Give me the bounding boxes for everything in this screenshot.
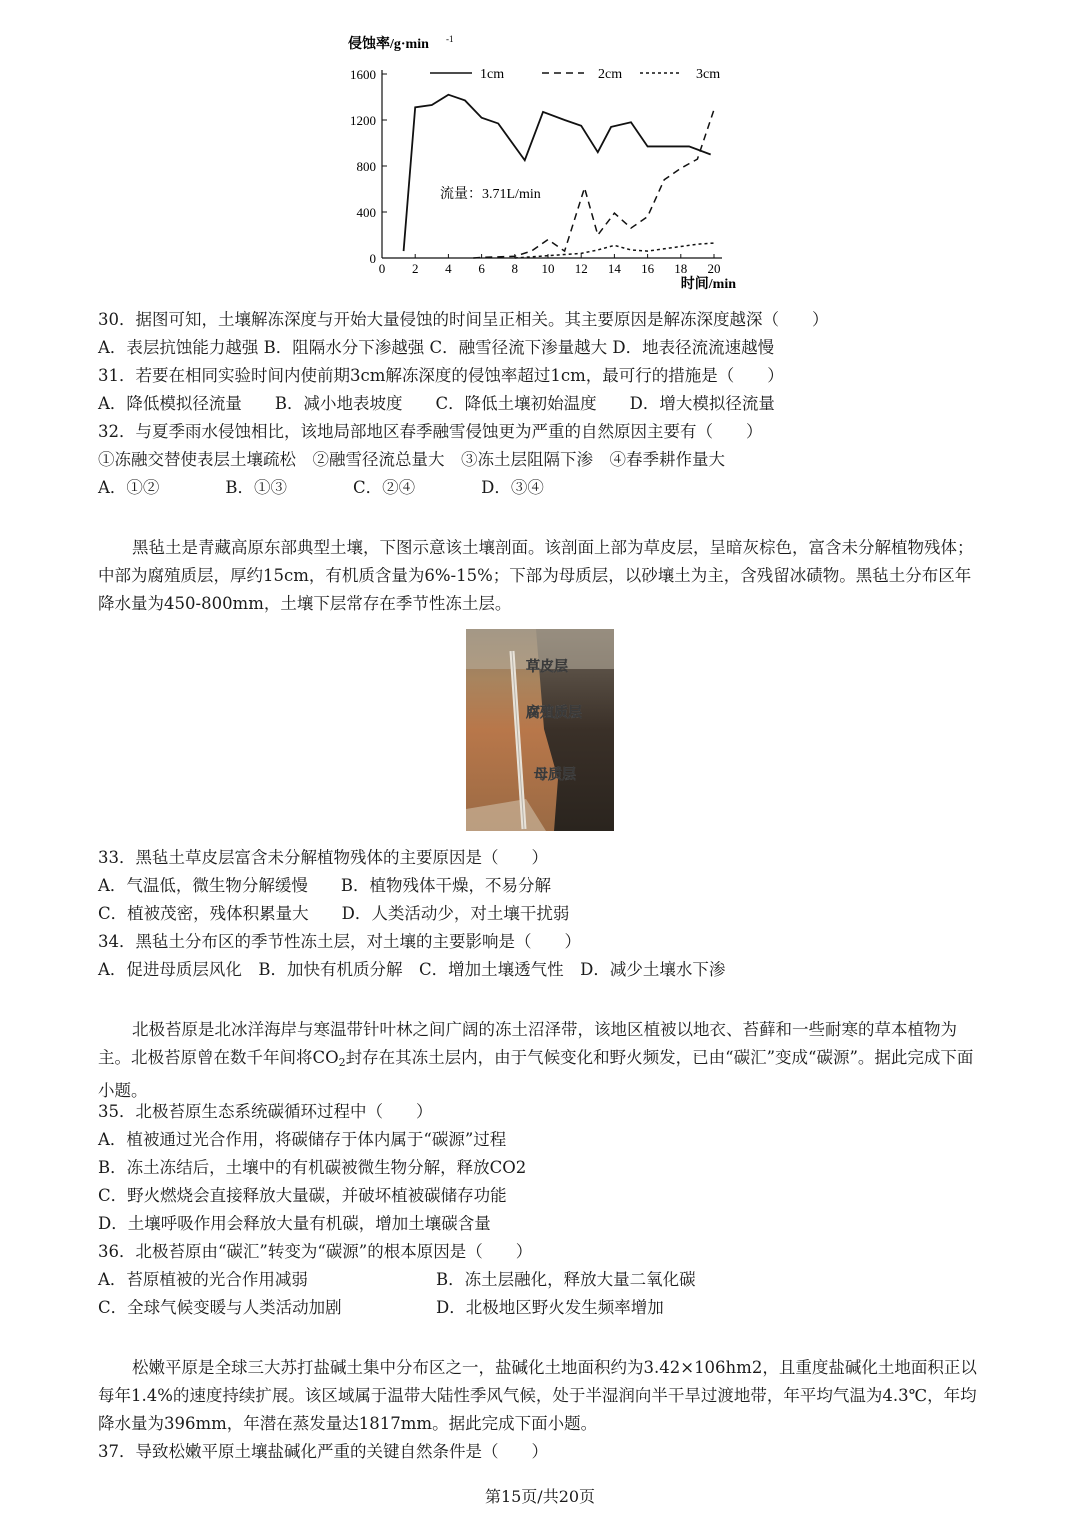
series-line-1cm <box>404 95 711 251</box>
x-tick-label: 20 <box>707 261 721 276</box>
x-tick-label: 10 <box>541 261 555 276</box>
y-axis-label: 侵蚀率/g·min <box>348 37 429 52</box>
x-tick-label: 4 <box>445 261 452 276</box>
q33-stem: 33．黑毡土草皮层富含未分解植物残体的主要原因是（ ） <box>98 848 548 867</box>
co2-subscript: 2 <box>338 1056 346 1069</box>
x-tick-label: 14 <box>607 261 621 276</box>
y-tick-label: 1600 <box>350 67 376 82</box>
passage3-text-before: 北极苔原是北冰洋海岸与寒温带针叶林之间广阔的冻土沼泽带，该地区植被以地衣、苔藓和一些耐寒的草本植物为主。北极苔原曾在数千年间将CO <box>98 1020 957 1067</box>
label-turf-layer: 草皮层 <box>526 658 568 674</box>
x-tick-label: 18 <box>674 261 688 276</box>
passage-arctic-tundra <box>98 1016 978 1105</box>
q34-stem: 34．黑毡土分布区的季节性冻土层，对土壤的主要影响是（ ） <box>98 932 581 951</box>
y-tick-label: 400 <box>356 205 376 220</box>
label-parent-material-layer: 母质层 <box>534 766 576 782</box>
q35-option-a: A．植被通过光合作用，将碳储存于体内属于“碳源”过程 <box>98 1130 507 1149</box>
x-axis-label: 时间/min <box>680 277 736 292</box>
q30-stem: 30．据图可知，土壤解冻深度与开始大量侵蚀的时间呈正相关。其主要原因是解冻深度越深（ ） <box>98 310 829 329</box>
q32-stem: 32．与夏季雨水侵蚀相比，该地局部地区春季融雪侵蚀更为严重的自然原因主要有（ ） <box>98 422 763 441</box>
q36-option-d: D．北极地区野火发生频率增加 <box>436 1298 664 1317</box>
q35-option-b: B．冻土冻结后，土壤中的有机碳被微生物分解，释放CO2 <box>98 1158 527 1177</box>
label-humus-layer: 腐殖质层 <box>526 704 582 720</box>
q32-options: A．①② B．①③ C．②④ D．③④ <box>98 478 544 497</box>
chart-svg <box>330 30 750 298</box>
x-tick-label: 6 <box>478 261 485 276</box>
passage2-text: 黑毡土是青藏高原东部典型土壤，下图示意该土壤剖面。该剖面上部为草皮层，呈暗灰棕色，富含未分解植物残体；中部为腐殖质层，厚约15cm，有机质含量为6%-15%；下部为母质层，以砂壤土为主，含残留冰碛物。黑毡土分布区年降水量为450-800mm，土壤下层常存在季节性冻土层。 <box>98 538 974 613</box>
q33-options-cd: C．植被茂密，残体积累量大 D．人类活动少，对土壤干扰弱 <box>98 904 570 923</box>
passage-black-felt-soil <box>98 534 978 618</box>
q35-option-c: C．野火燃烧会直接释放大量碳，并破坏植被碳储存功能 <box>98 1186 507 1205</box>
legend-label-3cm: 3cm <box>696 67 721 82</box>
flow-annotation: 流量：3.71L/min <box>440 187 541 202</box>
x-tick-label: 2 <box>411 261 419 276</box>
passage3-text-after: 封存在其冻土层内，由于气候变化和野火频发，已由“碳汇”变成“碳源”。据此完成下面小题。 <box>98 1048 974 1100</box>
legend-label-1cm: 1cm <box>480 67 505 82</box>
soil-profile-photo <box>466 629 614 831</box>
y-tick-label: 0 <box>369 251 376 266</box>
y-axis-label-superscript: -1 <box>446 34 454 44</box>
q34-options: A．促进母质层风化 B．加快有机质分解 C．增加土壤透气性 D．减少土壤水下渗 <box>98 960 726 979</box>
q36-stem: 36．北极苔原由“碳汇”转变为“碳源”的根本原因是（ ） <box>98 1242 533 1261</box>
x-tick-label: 16 <box>641 261 655 276</box>
x-tick-label: 8 <box>511 261 519 276</box>
page-number: 第15页/共20页 <box>484 1487 596 1506</box>
x-tick-label: 12 <box>574 261 588 276</box>
q30-options: A．表层抗蚀能力越强 B．阻隔水分下渗越强 C．融雪径流下渗量越大 D．地表径流流速越慢 <box>98 338 775 357</box>
y-tick-label: 1200 <box>350 113 376 128</box>
q35-stem: 35．北极苔原生态系统碳循环过程中（ ） <box>98 1102 433 1121</box>
x-tick-label: 0 <box>378 261 386 276</box>
q31-options: A．降低模拟径流量 B．减小地表坡度 C．降低土壤初始温度 D．增大模拟径流量 <box>98 394 775 413</box>
passage-songnen-plain <box>98 1354 978 1438</box>
q33-options-ab: A．气温低，微生物分解缓慢 B．植物残体干燥，不易分解 <box>98 876 552 895</box>
q36-option-c: C．全球气候变暖与人类活动加剧 <box>98 1298 342 1317</box>
series-line-2cm <box>473 110 714 258</box>
q31-stem: 31．若要在相同实验时间内使前期3cm解冻深度的侵蚀率超过1cm，最可行的措施是（ ） <box>98 366 784 385</box>
q36-option-b: B．冻土层融化，释放大量二氧化碳 <box>436 1270 696 1289</box>
y-tick-label: 800 <box>356 159 376 174</box>
q32-items: ①冻融交替使表层土壤疏松 ②融雪径流总量大 ③冻土层阻隔下渗 ④春季耕作量大 <box>98 450 725 469</box>
q35-option-d: D．土壤呼吸作用会释放大量有机碳，增加土壤碳含量 <box>98 1214 491 1233</box>
erosion-rate-chart <box>330 30 750 298</box>
passage4-text: 松嫩平原是全球三大苏打盐碱土集中分布区之一，盐碱化土地面积约为3.42×106hm2，且重度盐碱化土地面积正以每年1.4%的速度持续扩展。该区域属于温带大陆性季风气候，处于半湿润向半干旱过渡地带，年平均气温为4.3℃，年均降水量为396mm，年潜在蒸发量达1817mm。据此完成下面小题。 <box>98 1358 977 1433</box>
soil-profile-illustration <box>466 629 614 831</box>
legend-label-2cm: 2cm <box>598 67 623 82</box>
q37-stem: 37．导致松嫩平原土壤盐碱化严重的关键自然条件是（ ） <box>98 1442 548 1461</box>
q36-option-a: A．苔原植被的光合作用减弱 <box>98 1270 308 1289</box>
